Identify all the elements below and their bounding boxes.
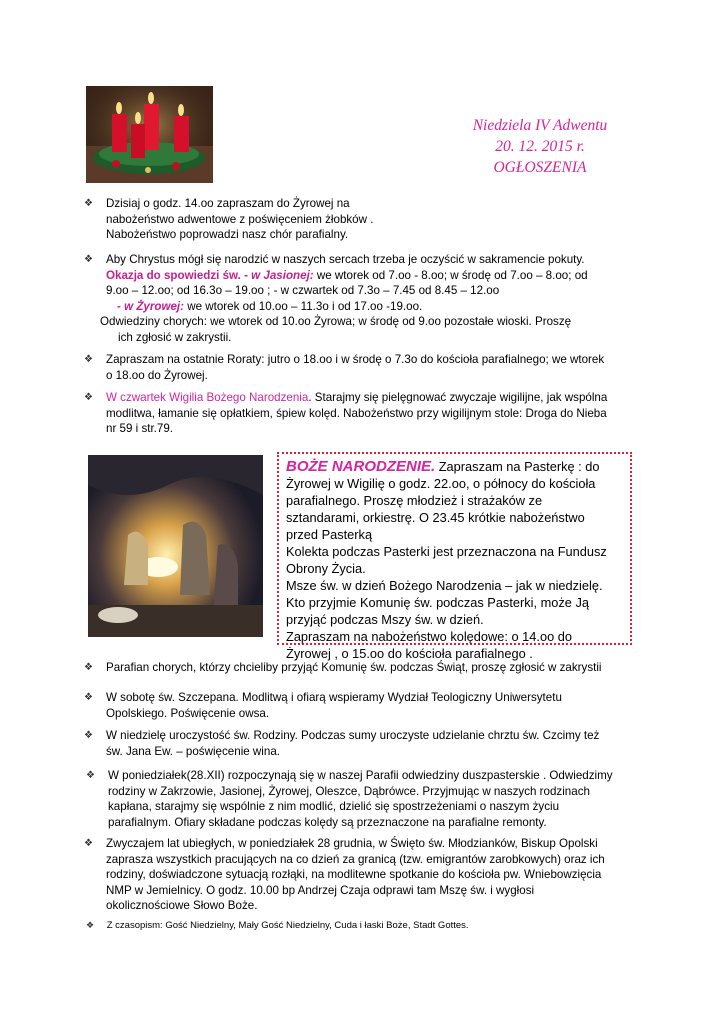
text-line: rodziny w Zakrzowie, Jasionej, Żyrowej, Oleszce, Dąbrówce. Przyjmując w naszych rodzinach	[108, 784, 590, 798]
text-line: modlitwa, łamanie się opłatkiem, śpiew kolęd. Nabożeństwo przy wigilijnym stole: Droga do Nieba	[106, 406, 607, 420]
text-line: Żyrowej , o 15.oo do kościoła parafialnego .	[286, 646, 533, 661]
text-line: sztandarami, orkiestrę. O 23.45 krótkie nabożeństwo	[286, 510, 585, 525]
text-line: Zwyczajem lat ubiegłych, w poniedziałek 28 grudnia, w Święto św. Młodzianków, Biskup Opolski	[106, 837, 598, 850]
text-line: Okazja do spowiedzi św. - w Jasionej: we wtorek od 7.oo - 8.oo; w środę od 7.oo – 8.oo; od	[106, 268, 588, 282]
text-line: zaprasza wszystkich pracujących na co dzień za granicą (tzw. emigrantów zarobkowych) oraz ich	[106, 852, 605, 866]
text-line: okolicznościowe Słowo Boże.	[106, 899, 258, 913]
text-line: przed Pasterką	[286, 527, 373, 542]
text-line: rodziny, doświadczone sytuacją rozłąki, na modlitewne spotkanie do kościoła pw. Wniebowzięcia	[106, 868, 602, 882]
text-line: NMP w Jemielnicy. O godz. 10.00 bp Andrzej Czaja odprawi tam Mszę św. i wygłosi	[106, 883, 535, 897]
christmas-announcement-box	[277, 452, 632, 661]
text-line: Nabożeństwo poprowadzi nasz chór parafialny.	[106, 228, 349, 242]
text-line: nabożeństwo adwentowe z poświęceniem żłobków .	[106, 212, 374, 226]
title-line-3: OGŁOSZENIA	[493, 159, 587, 176]
advent-wreath-image	[86, 86, 213, 183]
text-line: W sobotę św. Szczepana. Modlitwą i ofiarą wspieramy Wydział Teologiczny Uniwersytetu	[106, 691, 562, 704]
text-line: przyjąć podczas Mszy św. w dzień.	[286, 612, 484, 627]
bullet-icon: ❖	[84, 254, 93, 265]
bullet-icon: ❖	[84, 730, 93, 741]
box-heading: BOŻE NARODZENIE.	[286, 458, 436, 475]
text-line: - w Żyrowej: we wtorek od 10.oo – 11.3o i od 17.oo -19.oo.	[117, 299, 423, 313]
text-line: nr 59 i str.79.	[106, 422, 174, 436]
text-line: Aby Chrystus mógł się narodzić w naszych sercach trzeba je oczyścić w sakramencie pokuty.	[106, 253, 585, 266]
bullet-icon: ❖	[84, 392, 93, 403]
title-line-2: 20. 12. 2015 r.	[495, 138, 585, 155]
text-line: Obrony Życia.	[286, 561, 366, 576]
text-line: parafialnego. Proszę młodzież i strażaków ze	[286, 493, 543, 508]
nativity-image	[88, 455, 263, 637]
bullet-icon: ❖	[84, 838, 93, 849]
page-title	[420, 115, 660, 178]
text-line: W niedzielę uroczystość św. Rodziny. Podczas sumy uroczyste udzielanie chrztu św. Czcimy też	[106, 729, 600, 742]
text-line: 9.oo – 12.oo; od 16.3o – 19.oo ; - w czwartek od 7.3o – 7.45 od 8.45 – 12.oo	[106, 284, 500, 298]
bullet-icon: ❖	[84, 354, 93, 365]
text-line: Opolskiego. Poświęcenie owsa.	[106, 706, 270, 720]
text-line: Msze św. w dzień Bożego Narodzenia – jak w niedzielę.	[286, 578, 603, 593]
text-line: Parafian chorych, którzy chcieliby przyjąć Komunię św. podczas Świąt, proszę zgłosić w zakrystii	[106, 661, 602, 674]
text-line: Kolekta podczas Pasterki jest przeznaczona na Fundusz	[286, 544, 607, 559]
bullet-icon: ❖	[86, 770, 95, 781]
text-line: św. Jana Ew. – poświęcenie wina.	[106, 744, 281, 758]
text-line: Zapraszam na ostatnie Roraty: jutro o 18.oo i w środę o 7.3o do kościoła parafialnego; we wtorek	[106, 353, 605, 366]
text-line: Dzisiaj o godz. 14.oo zapraszam do Żyrowej na	[106, 197, 350, 210]
text-line: W poniedziałek(28.XII) rozpoczynają się w naszej Parafii odwiedziny duszpasterskie . Odwiedzimy	[108, 769, 613, 782]
text-line: BOŻE NARODZENIE. Zapraszam na Pasterkę : do	[286, 458, 600, 475]
sources-footnote: ❖ Z czasopism: Gość Niedzielny, Mały Gość Niedzielny, Cuda i łaski Boże, Stadt Gottes.	[86, 920, 469, 931]
text-line: Odwiedziny chorych: we wtorek od 10.oo Żyrowa; w środę od 9.oo pozostałe wioski. Proszę	[100, 315, 572, 329]
bullet-icon: ❖	[84, 662, 93, 673]
title-line-1: Niedziela IV Adwentu	[472, 117, 608, 134]
text-line: parafialnym. Ofiary składane podczas kolędy są przeznaczone na parafialne remonty.	[108, 815, 547, 829]
text-line: W czwartek Wigilia Bożego Narodzenia. Starajmy się pielęgnować zwyczaje wigilijne, jak wspólna	[106, 391, 608, 404]
text-line: o 18.oo do Żyrowej.	[106, 368, 208, 382]
bullet-icon: ❖	[86, 920, 95, 930]
text-line: ich zgłosić w zakrystii.	[118, 330, 232, 344]
bullet-icon: ❖	[84, 198, 93, 209]
text-line: Żyrowej w Wigilię o godz. 22.oo, o północy do kościoła	[286, 476, 596, 491]
text-line: kapłana, starajmy się wspólnie z nim modlić, dzielić się spostrzeżeniami o naszym życiu	[108, 800, 560, 814]
bullet-icon: ❖	[84, 692, 93, 703]
text-line: Zapraszam na nabożeństwo kolędowe: o 14.oo do	[286, 629, 572, 644]
text-line: Kto przyjmie Komunię św. podczas Pasterki, może Ją	[286, 595, 589, 610]
